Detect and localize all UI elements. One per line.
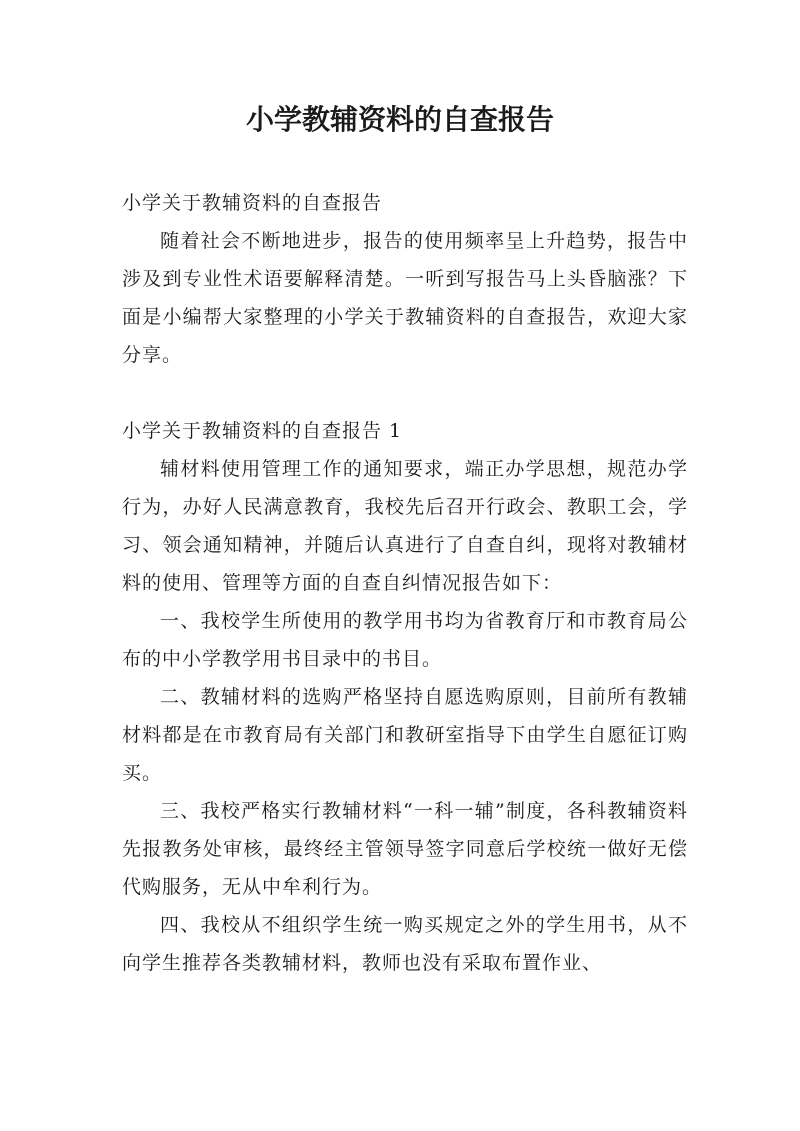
section-paragraph: 一、我校学生所使用的教学用书均为省教育厅和市教育局公布的中小学教学用书目录中的书目。 [122, 610, 688, 670]
section-heading: 小学关于教辅资料的自查报告 1 [122, 420, 403, 442]
section-paragraph: 二、教辅材料的选购严格坚持自愿选购原则，目前所有教辅材料都是在市教育局有关部门和教研室指导下由学生自愿征订购买。 [122, 686, 688, 784]
document-body [122, 184, 688, 982]
document-title: 小学教辅资料的自查报告 [245, 103, 554, 136]
spacer [122, 374, 688, 412]
document-subtitle: 小学关于教辅资料的自查报告 [122, 192, 383, 214]
section-paragraph: 三、我校严格实行教辅材料“一科一辅”制度，各科教辅资料先报教务处审核，最终经主管领导签字同意后学校统一做好无偿代购服务，无从中牟利行为。 [122, 800, 688, 898]
intro-paragraph: 随着社会不断地进步，报告的使用频率呈上升趋势，报告中涉及到专业性术语要解释清楚。一听到写报告马上头昏脑涨？下面是小编帮大家整理的小学关于教辅资料的自查报告，欢迎大家分享。 [122, 230, 688, 366]
section-paragraph: 四、我校从不组织学生统一购买规定之外的学生用书，从不向学生推荐各类教辅材料，教师也没有采取布置作业、 [122, 914, 688, 974]
section-paragraph: 辅材料使用管理工作的通知要求，端正办学思想，规范办学行为，办好人民满意教育，我校先后召开行政会、教职工会，学习、领会通知精神，并随后认真进行了自查自纠，现将对教辅材料的使用、管理等方面的自查自纠情况报告如下： [122, 458, 688, 594]
